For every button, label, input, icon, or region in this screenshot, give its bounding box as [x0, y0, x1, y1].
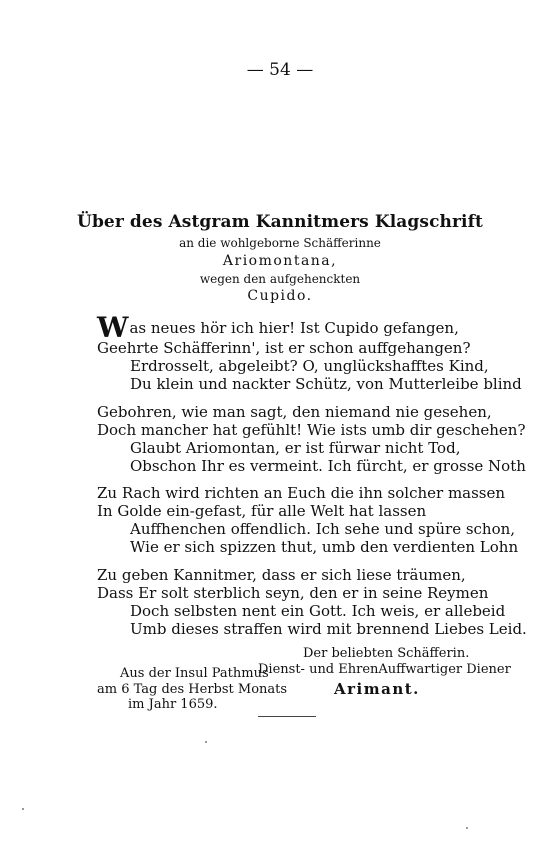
- dateline-line: im Jahr 1659.: [128, 697, 218, 712]
- signature-name: Arimant.: [334, 680, 420, 698]
- poem-line: Zu geben Kannitmer, dass er sich liese träumen,: [97, 566, 466, 584]
- poem-line-text: as neues hör ich hier! Ist Cupido gefangen,: [129, 319, 459, 337]
- signature-line: Der beliebten Schäfferin.: [303, 646, 470, 661]
- dateline-line: am 6 Tag des Herbst Monats: [97, 682, 288, 697]
- poem-line: Zu Rach wird richten an Euch die ihn solcher massen: [97, 484, 506, 502]
- closing-rule: [258, 716, 316, 717]
- poem-line: Du klein und nackter Schütz, von Mutterleibe blind: [130, 375, 522, 393]
- drop-cap: W: [97, 311, 129, 344]
- poem-line: In Golde ein-gefast, für alle Welt hat lassen: [97, 502, 427, 520]
- print-speck: [205, 741, 207, 743]
- poem-line: Obschon Ihr es vermeint. Ich fürcht, er grosse Noth: [130, 457, 526, 475]
- poem-line: Erdrosselt, abgeleibt? O, unglückshafftes Kind,: [130, 357, 489, 375]
- dedication-line: an die wohlgeborne Schäfferinne: [179, 236, 381, 250]
- poem-line: Umb dieses straffen wird mit brennend Liebes Leid.: [130, 620, 527, 638]
- poem-line: Doch mancher hat gefühlt! Wie ists umb dir geschehen?: [97, 421, 526, 439]
- poem-line: Doch selbsten nent ein Gott. Ich weis, er allebeid: [130, 602, 506, 620]
- poem-line: Geehrte Schäfferinn', ist er schon auffgehangen?: [97, 339, 471, 357]
- poem-line: Wie er sich spizzen thut, umb den verdienten Lohn: [130, 538, 519, 556]
- poem-line: Glaubt Ariomontan, er ist fürwar nicht Tod,: [130, 439, 461, 457]
- poem-line: [97, 311, 459, 344]
- poem-line: Auffhenchen offendlich. Ich sehe und spüre schon,: [130, 520, 516, 538]
- poem-title: Über des Astgram Kannitmers Klagschrift: [77, 212, 483, 232]
- print-speck: [466, 827, 468, 829]
- reason-line: wegen den aufgehenckten: [199, 272, 361, 286]
- signature-line: Dienst- und EhrenAuffwartiger Diener: [258, 662, 511, 677]
- dateline-line: Aus der Insul Pathmus: [120, 666, 269, 681]
- poem-line: Gebohren, wie man sagt, den niemand nie gesehen,: [97, 403, 492, 421]
- addressee-name: Ariomontana,: [222, 253, 338, 269]
- page-number: — 54 —: [246, 60, 314, 80]
- print-speck: [22, 808, 24, 810]
- poem-line: Dass Er solt sterblich seyn, den er in seine Reymen: [97, 584, 489, 602]
- subject-name: Cupido.: [247, 288, 313, 304]
